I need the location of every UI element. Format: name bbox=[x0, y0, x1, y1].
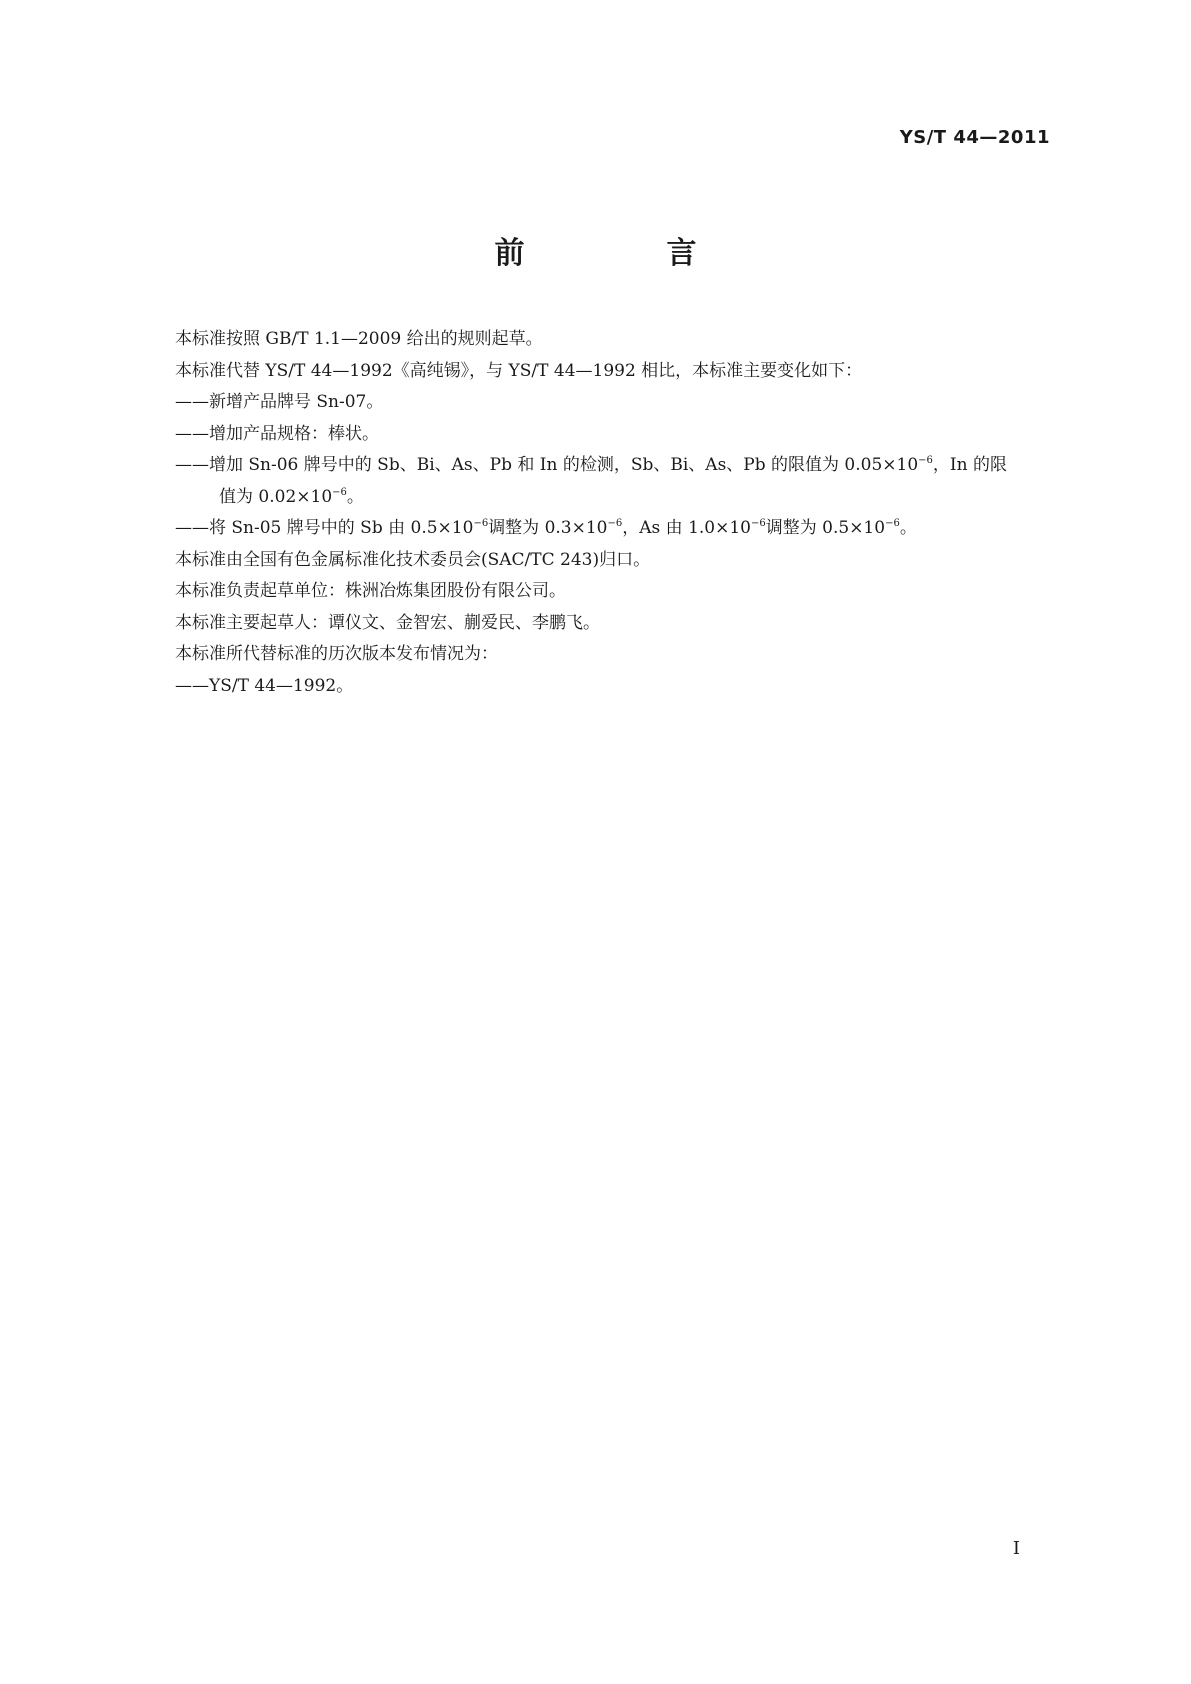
paragraph-centralized-by: 本标准由全国有色金属标准化技术委员会(SAC/TC 243)归口。 bbox=[175, 549, 651, 570]
change-item-detection-limits-cont bbox=[175, 482, 1055, 514]
change-item-new-grade: ——新增产品牌号 Sn-07。 bbox=[175, 392, 384, 412]
paragraph-drafters: 本标准主要起草人：谭仪文、金智宏、蒯爱民、李鹏飞。 bbox=[175, 612, 600, 633]
standard-code: YS/T 44—2011 bbox=[899, 127, 1050, 148]
change-item-text: 。 bbox=[346, 486, 364, 507]
exponent: −6 bbox=[918, 455, 933, 466]
page-number: I bbox=[1012, 1538, 1020, 1559]
exponent: −6 bbox=[473, 518, 489, 529]
change-item-text: ——增加 Sn-06 牌号中的 Sb、Bi、As、Pb 和 In 的检测，Sb、Bi、As、Pb 的限值为 0.05×10 bbox=[175, 455, 919, 475]
change-item-text: 调整为 0.3×10 bbox=[488, 518, 608, 538]
paragraph-drafting-rules: 本标准按照 GB/T 1.1—2009 给出的规则起草。 bbox=[175, 329, 543, 349]
change-item-text: 。 bbox=[899, 518, 917, 538]
paragraph-previous-editions: 本标准所代替标准的历次版本发布情况为： bbox=[175, 644, 498, 664]
previous-edition-item: ——YS/T 44—1992。 bbox=[175, 675, 354, 696]
paragraph-replaces: 本标准代替 YS/T 44—1992《高纯锡》，与 YS/T 44—1992 相比，本标准主要变化如下： bbox=[175, 360, 863, 381]
exponent: −6 bbox=[885, 518, 900, 529]
change-item-text: 值为 0.02×10 bbox=[219, 486, 333, 507]
exponent: −6 bbox=[332, 486, 347, 498]
paragraph-drafting-unit: 本标准负责起草单位：株洲冶炼集团股份有限公司。 bbox=[175, 581, 566, 601]
foreword-body bbox=[175, 324, 1055, 702]
change-item-text: ——将 Sn-05 牌号中的 Sb 由 0.5×10 bbox=[175, 518, 474, 538]
exponent: −6 bbox=[607, 518, 623, 529]
change-item-text: ，As 由 1.0×10 bbox=[622, 518, 751, 538]
change-item-text: ，In 的限 bbox=[932, 455, 1007, 475]
exponent: −6 bbox=[751, 518, 766, 529]
change-item-adjust-limits bbox=[175, 513, 1055, 545]
change-item-new-spec: ——增加产品规格：棒状。 bbox=[175, 423, 379, 444]
change-item-detection-limits bbox=[175, 450, 1055, 482]
page-title: 前 言 bbox=[494, 236, 753, 271]
change-item-text: 调整为 0.5×10 bbox=[765, 518, 886, 538]
